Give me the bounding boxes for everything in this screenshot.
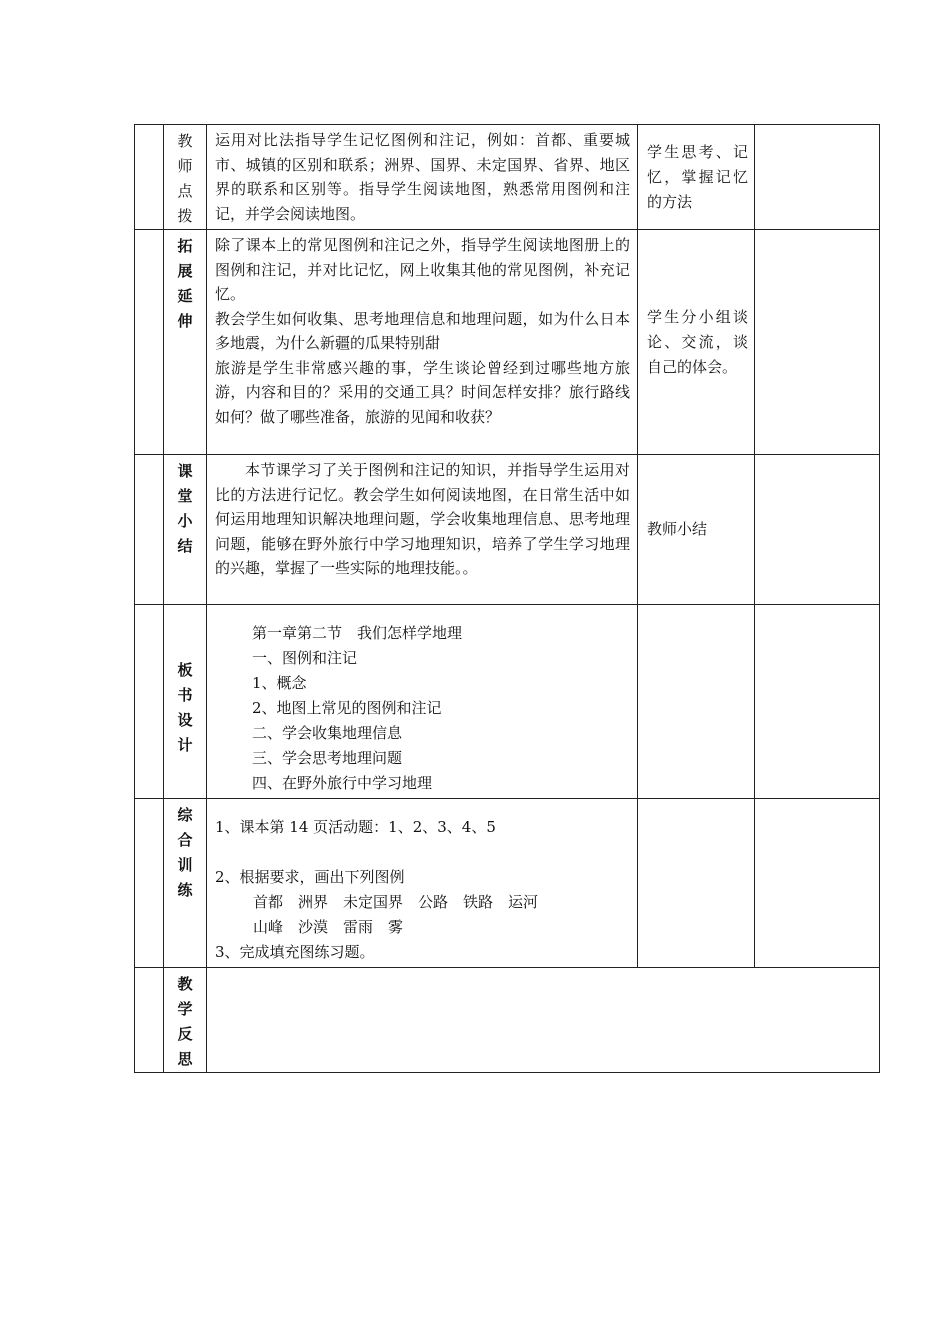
content-text: 运用对比法指导学生记忆图例和注记，例如：首都、重要城市、城镇的区别和联系；洲界、国界、未定国界、省界、地区界的联系和区别等。指导学生阅读地图，熟悉常用图例和注记，并学会阅读地图。 [215,131,630,223]
activity-cell [638,799,755,968]
practice-item: 1、课本第 14 页活动题：1、2、3、4、5 [215,818,496,836]
practice-item: 3、完成填充图练习题。 [215,943,375,961]
margin-cell [135,125,164,230]
row-label: 教 学 反 思 [164,968,207,1073]
legend-list: 山峰 沙漠 雷雨 雾 [253,918,404,936]
row-label: 综 合 训 练 [164,799,207,968]
content-text: 本节课学习了关于图例和注记的知识，并指导学生运用对比的方法进行记忆。教会学生如何阅读地图，在日常生活中如何运用地理知识解决地理问题，学会收集地理信息、思考地理问题，能够在野外旅行中学习地理知识，培养了学生学习地理的兴趣，掌握了一些实际的地理技能。。 [215,461,630,577]
activity-text: 学生分小组谈论、交流，谈自己的体会。 [647,307,748,376]
margin-cell [135,799,164,968]
row-label: 拓 展 延 伸 [164,230,207,455]
reflection-cell [207,968,880,1073]
notes-cell [755,799,880,968]
row-teaching-reflection [135,968,880,1073]
content-text: 教会学生如何收集、思考地理信息和地理问题，如为什么日本多地震，为什么新疆的瓜果特别甜 [215,309,630,352]
activity-cell [638,125,755,230]
margin-cell [135,455,164,605]
margin-cell [135,968,164,1073]
row-class-summary [135,455,880,605]
notes-cell [755,230,880,455]
board-line: 2、地图上常见的图例和注记 [252,699,442,717]
board-heading: 第一章第二节 我们怎样学地理 [252,624,463,642]
legend-list: 首都 洲界 未定国界 公路 铁路 运河 [253,893,539,911]
row-extension [135,230,880,455]
notes-cell [755,455,880,605]
row-board-design [135,605,880,799]
lesson-plan-table [134,124,880,1073]
board-line: 四、在野外旅行中学习地理 [252,774,433,792]
practice-item: 2、根据要求，画出下列图例 [215,868,405,886]
margin-cell [135,230,164,455]
board-line: 三、学会思考地理问题 [252,749,403,767]
row-teacher-guidance [135,125,880,230]
activity-cell [638,605,755,799]
content-cell [207,230,638,455]
row-label: 课 堂 小 结 [164,455,207,605]
activity-cell [638,455,755,605]
content-cell [207,605,638,799]
margin-cell [135,605,164,799]
activity-cell [638,230,755,455]
row-comprehensive-practice [135,799,880,968]
content-text: 旅游是学生非常感兴趣的事，学生谈论曾经到过哪些地方旅游，内容和目的？采用的交通工具？时间怎样安排？旅行路线如何？做了哪些准备，旅游的见闻和收获？ [215,358,630,426]
board-line: 二、学会收集地理信息 [252,724,403,742]
notes-cell [755,125,880,230]
content-cell [207,125,638,230]
activity-text: 学生思考、记忆，掌握记忆的方法 [647,142,748,211]
content-cell [207,455,638,605]
content-text: 除了课本上的常见图例和注记之外，指导学生阅读地图册上的图例和注记，并对比记忆，网上收集其他的常见图例，补充记忆。 [215,236,630,303]
notes-cell [755,605,880,799]
row-label: 教 师 点 拨 [164,125,207,230]
row-label: 板 书 设 计 [164,605,207,799]
board-line: 1、概念 [252,674,307,692]
board-line: 一、图例和注记 [252,649,358,667]
content-cell [207,799,638,968]
activity-text: 教师小结 [647,520,708,538]
